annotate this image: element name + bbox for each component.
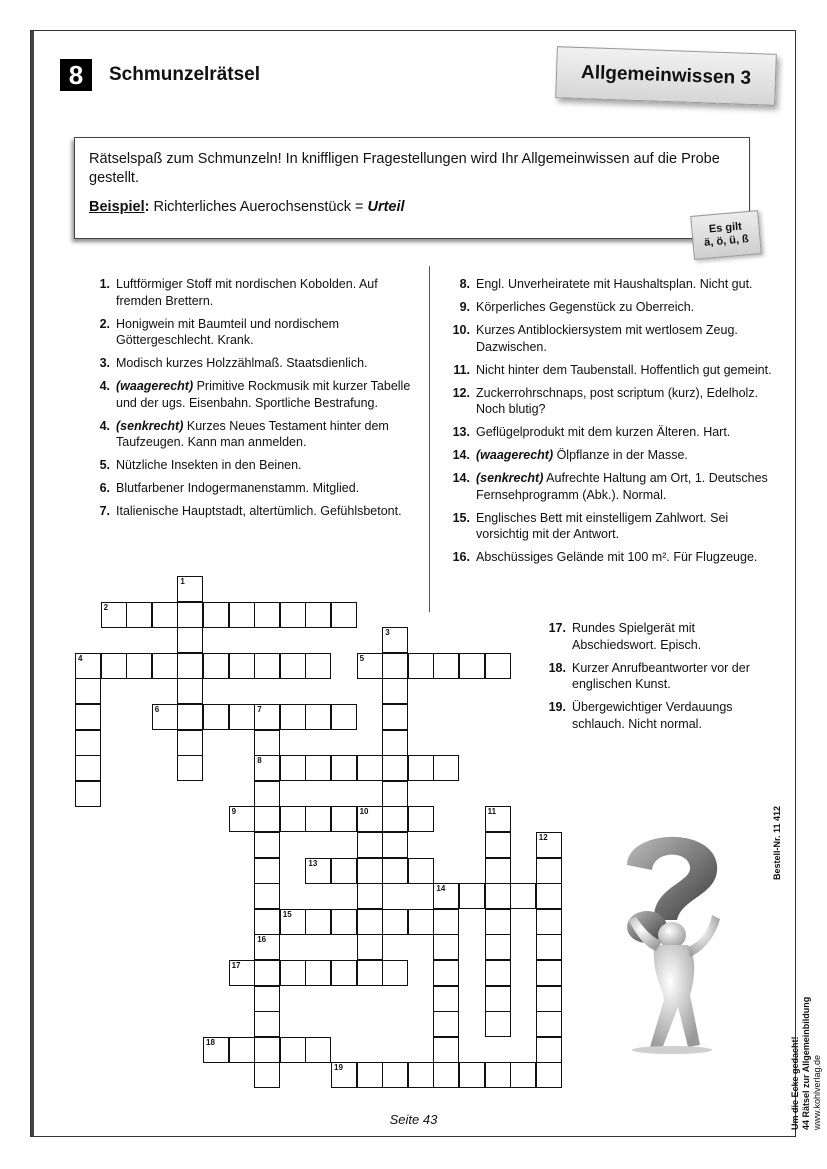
clue-text — [476, 447, 688, 464]
grid-cell[interactable] — [485, 1011, 511, 1037]
clue-number: 14. — [452, 448, 470, 462]
grid-cell[interactable] — [152, 602, 178, 628]
grid-cell[interactable] — [203, 1037, 229, 1063]
grid-cell[interactable] — [177, 704, 203, 730]
grid-cell[interactable] — [331, 602, 357, 628]
clue-description: Kurzes Neues Testament hinter dem Taufzeugen. Kann man anmelden. — [116, 418, 389, 449]
clue-description: Modisch kurzes Holzzählmaß. Staatsdienlich. — [116, 356, 368, 370]
grid-cell[interactable] — [254, 858, 280, 884]
grid-cell[interactable] — [229, 1037, 255, 1063]
order-number: Bestell-Nr. 11 412 — [772, 805, 782, 880]
grid-cell[interactable] — [382, 730, 408, 756]
grid-cell[interactable] — [536, 909, 562, 935]
clue-item — [444, 385, 784, 418]
grid-cell[interactable] — [357, 653, 383, 679]
grid-cell[interactable] — [75, 704, 101, 730]
cell-number: 18 — [206, 1037, 215, 1047]
column-divider — [429, 266, 430, 612]
cell-number: 3 — [385, 628, 390, 638]
clue-item — [444, 362, 784, 379]
clue-number: 5. — [99, 458, 110, 472]
clue-item — [84, 276, 414, 309]
grid-cell[interactable] — [408, 909, 434, 935]
example-text: Richterliches Auerochsenstück = — [149, 199, 368, 215]
grid-cell[interactable] — [408, 858, 434, 884]
cell-number: 2 — [103, 602, 109, 612]
cell-number: 15 — [282, 909, 292, 919]
grid-cell[interactable] — [433, 1062, 459, 1088]
clue-text — [116, 418, 414, 451]
clue-description: Abschüssiges Gelände mit 100 m². Für Flugzeuge. — [476, 550, 758, 564]
grid-cell[interactable] — [331, 909, 357, 935]
grid-cell[interactable] — [229, 960, 255, 986]
clue-text — [476, 424, 730, 441]
grid-cell[interactable] — [536, 858, 562, 884]
clue-item — [84, 503, 414, 520]
grid-cell[interactable] — [177, 602, 203, 628]
grid-cell[interactable] — [408, 653, 434, 679]
grid-cell[interactable] — [485, 1062, 511, 1088]
grid-cell[interactable] — [485, 653, 511, 679]
grid-cell[interactable] — [254, 653, 280, 679]
clue-description: Körperliches Gegenstück zu Oberreich. — [476, 300, 695, 314]
clue-description: Nützliche Insekten in den Beinen. — [116, 458, 302, 472]
grid-cell[interactable] — [382, 627, 408, 653]
grid-cell[interactable] — [382, 960, 408, 986]
clue-number: 3. — [99, 356, 110, 370]
intro-box — [74, 137, 750, 239]
grid-cell[interactable] — [254, 1011, 280, 1037]
grid-cell[interactable] — [357, 858, 383, 884]
grid-cell[interactable] — [485, 883, 511, 909]
grid-cell[interactable] — [203, 602, 229, 628]
clue-description: Aufrechte Haltung am Ort, 1. Deutsches Fernsehprogramm (Abk.). Normal. — [476, 471, 768, 502]
grid-cell[interactable] — [357, 1062, 383, 1088]
grid-cell[interactable] — [485, 806, 511, 832]
grid-cell[interactable] — [485, 986, 511, 1012]
grid-cell[interactable] — [382, 1062, 408, 1088]
grid-cell[interactable] — [305, 909, 331, 935]
grid-cell[interactable] — [536, 1062, 562, 1088]
grid-cell[interactable] — [485, 909, 511, 935]
grid-cell[interactable] — [254, 883, 280, 909]
grid-cell[interactable] — [382, 678, 408, 704]
grid-cell[interactable] — [177, 653, 203, 679]
grid-cell[interactable] — [101, 602, 127, 628]
clue-item — [444, 510, 784, 543]
clue-item — [540, 660, 770, 693]
clue-description: Kurzes Antiblockiersystem mit wertlosem Zeug. Dazwischen. — [476, 323, 738, 354]
clue-text — [116, 355, 368, 372]
cell-number: 17 — [231, 961, 241, 970]
grid-cell[interactable] — [485, 832, 511, 858]
grid-cell[interactable] — [382, 704, 408, 730]
clue-description: Honigwein mit Baumteil und nordischem Göttergeschlecht. Krank. — [116, 316, 340, 347]
grid-cell[interactable] — [408, 755, 434, 781]
grid-cell[interactable] — [305, 653, 331, 679]
clue-number: 13. — [452, 425, 470, 439]
clue-number: 2. — [99, 316, 110, 331]
grid-cell[interactable] — [459, 1062, 485, 1088]
intro-text: Rätselspaß zum Schmunzeln! In kniffligen Fragestellungen wird Ihr Allgemeinwissen auf die Probe gestellt. — [89, 151, 720, 186]
grid-cell[interactable] — [382, 755, 408, 781]
clue-text — [476, 276, 753, 293]
clue-description: Italienische Hauptstadt, altertümlich. Gefühlsbetont. — [116, 504, 402, 518]
grid-cell[interactable] — [382, 858, 408, 884]
clue-item — [444, 276, 784, 293]
grid-cell[interactable] — [382, 781, 408, 807]
clue-direction: (waagerecht) — [476, 448, 554, 462]
grid-cell[interactable] — [433, 1011, 459, 1037]
grid-cell[interactable] — [433, 934, 459, 960]
clue-description: Ölpflanze in der Masse. — [553, 448, 688, 462]
clue-description: Übergewichtiger Verdauungs schlauch. Nicht normal. — [572, 700, 733, 731]
grid-cell[interactable] — [254, 832, 280, 858]
clue-item — [444, 447, 784, 464]
umlaut-badge — [690, 210, 762, 260]
clue-text — [572, 660, 770, 693]
clue-description: Engl. Unverheiratete mit Haushaltsplan. Nicht gut. — [476, 277, 753, 291]
grid-cell[interactable] — [203, 704, 229, 730]
clue-text — [116, 457, 302, 474]
grid-cell[interactable] — [408, 1062, 434, 1088]
grid-cell[interactable] — [126, 653, 152, 679]
grid-cell[interactable] — [536, 1011, 562, 1037]
clue-description: Zuckerrohrschnaps, post scriptum (kurz), Edelholz. Noch blutig? — [476, 385, 759, 416]
clue-direction: (senkrecht) — [116, 418, 184, 433]
grid-cell[interactable] — [280, 704, 306, 730]
clues-left — [84, 276, 414, 526]
clue-text — [572, 620, 770, 653]
clues-right — [444, 276, 784, 572]
cell-number: 12 — [538, 833, 548, 842]
clue-item — [444, 549, 784, 566]
grid-cell[interactable] — [459, 883, 485, 909]
grid-cell[interactable] — [280, 806, 306, 832]
grid-cell[interactable] — [254, 1037, 280, 1063]
clue-description: Luftförmiger Stoff mit nordischen Kobolden. Auf fremden Brettern. — [116, 277, 378, 308]
grid-cell[interactable] — [177, 730, 203, 756]
clue-number: 7. — [99, 504, 110, 518]
grid-cell[interactable] — [305, 704, 331, 730]
grid-cell[interactable] — [331, 858, 357, 884]
clue-number: 15. — [452, 510, 470, 525]
cell-number: 7 — [257, 705, 262, 714]
cell-number: 13 — [308, 858, 318, 868]
cell-number: 16 — [257, 935, 267, 945]
grid-cell[interactable] — [382, 806, 408, 832]
grid-cell[interactable] — [357, 909, 383, 935]
clue-text — [476, 362, 772, 379]
grid-cell[interactable] — [254, 934, 280, 960]
clue-item — [444, 470, 784, 503]
example-line — [89, 198, 735, 217]
grid-cell[interactable] — [357, 934, 383, 960]
grid-cell[interactable] — [510, 883, 536, 909]
clue-text — [476, 470, 784, 503]
cell-number: 6 — [154, 705, 160, 714]
clue-item — [84, 480, 414, 497]
clue-item — [444, 299, 784, 316]
clue-number: 4. — [99, 379, 110, 393]
example-colon: : — [144, 199, 150, 215]
grid-cell[interactable] — [382, 909, 408, 935]
clue-number: 14. — [452, 471, 470, 485]
clue-text — [116, 503, 402, 520]
example-answer: Urteil — [367, 199, 405, 215]
grid-cell[interactable] — [229, 602, 255, 628]
clue-item — [540, 620, 770, 653]
badge-line1: Es gilt — [708, 220, 743, 236]
clue-description: Blutfarbener Indogermanenstamm. Mitglied. — [116, 481, 360, 495]
grid-cell[interactable] — [433, 909, 459, 935]
clue-number: 8. — [459, 277, 470, 291]
publisher-info — [790, 997, 823, 1130]
grid-cell[interactable] — [280, 960, 306, 986]
clue-number: 16. — [452, 550, 470, 564]
grid-cell[interactable] — [254, 730, 280, 756]
grid-cell[interactable] — [280, 602, 306, 628]
clue-number: 11. — [453, 362, 470, 377]
clue-item — [84, 378, 414, 411]
grid-cell[interactable] — [203, 653, 229, 679]
clue-text — [116, 316, 414, 349]
grid-cell[interactable] — [382, 832, 408, 858]
grid-cell[interactable] — [254, 781, 280, 807]
grid-cell[interactable] — [485, 934, 511, 960]
grid-cell[interactable] — [331, 1062, 357, 1088]
grid-cell[interactable] — [433, 653, 459, 679]
example-label: Beispiel — [89, 199, 145, 215]
clue-description: Englisches Bett mit einstelligem Zahlwort. Sei vorsichtig mit der Antwort. — [476, 510, 729, 541]
grid-cell[interactable] — [254, 704, 280, 730]
grid-cell[interactable] — [152, 704, 178, 730]
clue-number: 19. — [548, 700, 566, 714]
grid-cell[interactable] — [357, 806, 383, 832]
grid-cell[interactable] — [254, 755, 280, 781]
clue-text — [116, 276, 414, 309]
grid-cell[interactable] — [305, 755, 331, 781]
grid-cell[interactable] — [101, 653, 127, 679]
clue-item — [540, 699, 770, 732]
clue-description: Primitive Rockmusik mit kurzer Tabelle und der ugs. Eisenbahn. Sportliche Bestrafung. — [116, 379, 411, 410]
grid-cell[interactable] — [305, 602, 331, 628]
grid-cell[interactable] — [485, 858, 511, 884]
grid-cell[interactable] — [408, 806, 434, 832]
grid-cell[interactable] — [75, 755, 101, 781]
grid-cell[interactable] — [280, 909, 306, 935]
grid-cell[interactable] — [254, 602, 280, 628]
grid-cell[interactable] — [305, 806, 331, 832]
grid-cell[interactable] — [485, 960, 511, 986]
grid-cell[interactable] — [331, 704, 357, 730]
clue-direction: (waagerecht) — [116, 379, 194, 393]
grid-cell[interactable] — [459, 653, 485, 679]
clue-direction: (senkrecht) — [476, 471, 544, 485]
grid-cell[interactable] — [357, 883, 383, 909]
grid-cell[interactable] — [126, 602, 152, 628]
page-title: Schmunzelrätsel — [109, 64, 260, 85]
grid-cell[interactable] — [75, 678, 101, 704]
category-tag: Allgemeinwissen 3 — [555, 46, 777, 106]
grid-cell[interactable] — [254, 960, 280, 986]
book-title: Um die Ecke gedacht! — [790, 1036, 800, 1130]
grid-cell[interactable] — [382, 653, 408, 679]
grid-cell[interactable] — [305, 858, 331, 884]
question-mark-figure-icon — [592, 825, 752, 1055]
grid-cell[interactable] — [536, 960, 562, 986]
grid-cell[interactable] — [331, 960, 357, 986]
cell-number: 5 — [359, 653, 365, 663]
badge-line2: ä, ö, ü, ß — [703, 233, 750, 249]
clue-number: 17. — [548, 621, 566, 635]
grid-cell[interactable] — [280, 1037, 306, 1063]
grid-cell[interactable] — [254, 986, 280, 1012]
grid-cell[interactable] — [536, 832, 562, 858]
grid-cell[interactable] — [254, 806, 280, 832]
grid-cell[interactable] — [433, 883, 459, 909]
clue-item — [444, 424, 784, 441]
grid-cell[interactable] — [536, 1037, 562, 1063]
cell-number: 9 — [231, 807, 237, 817]
grid-cell[interactable] — [75, 653, 101, 679]
grid-cell[interactable] — [254, 1062, 280, 1088]
clue-item — [84, 355, 414, 372]
book-subtitle: 44 Rätsel zur Allgemeinbildung — [801, 996, 811, 1130]
grid-cell[interactable] — [305, 1037, 331, 1063]
grid-cell[interactable] — [433, 1037, 459, 1063]
grid-cell[interactable] — [177, 678, 203, 704]
grid-cell[interactable] — [433, 986, 459, 1012]
clue-description: Nicht hinter dem Taubenstall. Hoffentlich gut gemeint. — [476, 362, 772, 377]
clue-number: 4. — [99, 418, 110, 433]
clue-text — [572, 699, 770, 732]
clue-item — [84, 418, 414, 451]
grid-cell[interactable] — [331, 806, 357, 832]
cell-number: 11 — [487, 807, 497, 817]
grid-cell[interactable] — [510, 1062, 536, 1088]
grid-cell[interactable] — [357, 832, 383, 858]
grid-cell[interactable] — [536, 934, 562, 960]
clues-right-lower — [540, 620, 770, 739]
grid-cell[interactable] — [229, 704, 255, 730]
clue-description: Geflügelprodukt mit dem kurzen Älteren. Hart. — [476, 425, 731, 439]
clue-text — [476, 549, 757, 566]
grid-cell[interactable] — [433, 755, 459, 781]
grid-cell[interactable] — [229, 653, 255, 679]
grid-cell[interactable] — [357, 755, 383, 781]
cell-number: 14 — [436, 884, 446, 894]
grid-cell[interactable] — [331, 755, 357, 781]
clue-item — [84, 316, 414, 349]
clue-number: 12. — [452, 385, 470, 400]
grid-cell[interactable] — [152, 653, 178, 679]
clue-number: 9. — [459, 300, 470, 314]
cell-number: 1 — [180, 577, 185, 586]
grid-cell[interactable] — [433, 960, 459, 986]
clue-text — [116, 480, 359, 497]
page-number: Seite 43 — [389, 1112, 438, 1127]
grid-cell[interactable] — [280, 755, 306, 781]
clue-number: 10. — [452, 323, 470, 337]
grid-cell[interactable] — [254, 909, 280, 935]
clue-item — [84, 457, 414, 474]
clue-description: Kurzer Anrufbeantworter vor der englischen Kunst. — [572, 660, 750, 691]
cell-number: 10 — [359, 807, 369, 817]
clue-number: 6. — [99, 481, 110, 495]
grid-cell[interactable] — [229, 806, 255, 832]
cell-number: 8 — [257, 756, 262, 766]
clue-description: Rundes Spielgerät mit Abschiedswort. Episch. — [572, 621, 702, 652]
grid-cell[interactable] — [357, 960, 383, 986]
cell-number: 19 — [334, 1063, 343, 1073]
grid-cell[interactable] — [177, 627, 203, 653]
grid-cell[interactable] — [177, 576, 203, 602]
clue-item — [444, 322, 784, 355]
puzzle-number: 8 — [60, 59, 92, 91]
grid-cell[interactable] — [280, 653, 306, 679]
clue-text — [476, 322, 784, 355]
clue-number: 18. — [548, 660, 566, 675]
clue-text — [476, 299, 694, 316]
grid-cell[interactable] — [536, 986, 562, 1012]
grid-cell[interactable] — [75, 730, 101, 756]
clue-number: 1. — [99, 277, 110, 291]
clue-text — [476, 385, 784, 418]
clue-text — [476, 510, 784, 543]
grid-cell[interactable] — [536, 883, 562, 909]
publisher-url: www.kohlverlag.de — [812, 1054, 822, 1130]
cell-number: 4 — [78, 653, 83, 663]
clue-text — [116, 378, 414, 411]
grid-cell[interactable] — [75, 781, 101, 807]
grid-cell[interactable] — [305, 960, 331, 986]
grid-cell[interactable] — [177, 755, 203, 781]
